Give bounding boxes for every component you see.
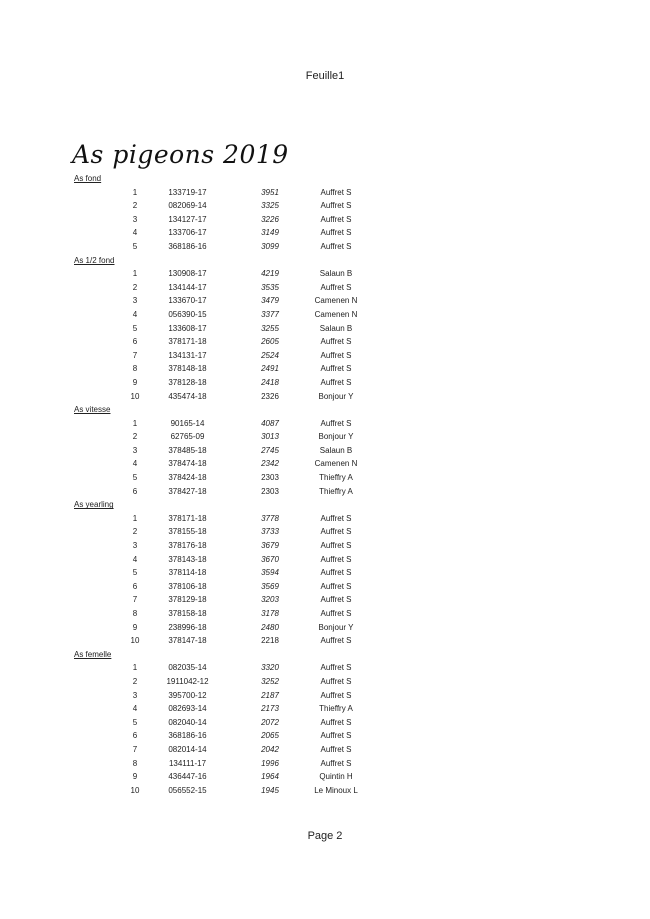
score-cell: 2065	[261, 731, 279, 741]
score-cell: 2342	[261, 459, 279, 469]
owner-cell: Camenen N	[314, 459, 358, 469]
table-row	[0, 308, 650, 322]
owner-cell: Auffret S	[320, 513, 352, 523]
ring-number-cell: 378128-18	[168, 377, 207, 387]
owner-cell: Auffret S	[320, 595, 352, 605]
ring-number-cell: 056390-15	[168, 309, 207, 319]
ring-number-cell: 134111-17	[168, 758, 207, 768]
rank-cell: 3	[132, 690, 138, 700]
owner-cell: Auffret S	[320, 609, 352, 618]
table-row	[0, 621, 650, 635]
table-row	[0, 199, 650, 213]
table-row	[0, 294, 650, 308]
owner-cell: Auffret S	[320, 418, 352, 428]
rank-cell: 5	[132, 241, 138, 251]
ring-number-cell: 133608-17	[168, 323, 207, 333]
section-label: As vitesse	[74, 405, 111, 415]
rank-cell: 4	[132, 228, 138, 238]
table-row	[0, 566, 650, 580]
rank-cell: 9	[132, 772, 138, 782]
owner-cell: Auffret S	[320, 554, 352, 564]
owner-cell: Auffret S	[320, 581, 352, 591]
ring-number-cell: 082693-14	[168, 704, 207, 714]
ring-number-cell: 378129-18	[168, 595, 207, 605]
owner-cell: Auffret S	[320, 758, 352, 768]
owner-cell: Auffret S	[320, 663, 352, 673]
score-cell: 2303	[261, 473, 279, 483]
owner-cell: Auffret S	[320, 282, 352, 292]
owner-cell: Bonjour Y	[318, 391, 354, 401]
table-row	[0, 770, 650, 784]
rank-cell: 2	[132, 432, 138, 442]
owner-cell: Thieffry A	[319, 486, 353, 496]
score-cell: 3679	[261, 541, 279, 551]
owner-cell: Auffret S	[320, 337, 352, 347]
score-cell: 3951	[261, 187, 279, 197]
rank-cell: 7	[132, 744, 138, 754]
ring-number-cell: 378171-18	[168, 513, 207, 523]
results-table	[0, 172, 650, 797]
owner-cell: Quintin H	[319, 772, 353, 782]
table-row	[0, 525, 650, 539]
ring-number-cell: 368186-16	[168, 731, 207, 741]
score-cell: 2042	[261, 744, 279, 754]
rank-cell: 10	[130, 785, 140, 795]
owner-cell: Auffret S	[320, 350, 352, 360]
ring-number-cell: 435474-18	[168, 391, 207, 401]
rank-cell: 8	[132, 609, 138, 618]
owner-cell: Salaun B	[319, 445, 353, 455]
score-cell: 2173	[261, 704, 279, 714]
table-row	[0, 457, 650, 471]
table-row	[0, 607, 650, 621]
ring-number-cell: 134131-17	[168, 350, 207, 360]
ring-number-cell: 134144-17	[168, 282, 207, 292]
section-label: As 1/2 fond	[74, 255, 115, 265]
ring-number-cell: 133670-17	[168, 296, 207, 306]
score-cell: 3535	[261, 282, 279, 292]
score-cell: 2745	[261, 445, 279, 455]
ring-number-cell: 90165-14	[170, 418, 205, 428]
page-number: Page 2	[307, 830, 343, 842]
ring-number-cell: 378424-18	[168, 473, 207, 483]
score-cell: 2480	[261, 622, 279, 632]
score-cell: 2187	[261, 690, 279, 700]
rank-cell: 1	[132, 269, 138, 279]
owner-cell: Thieffry A	[319, 704, 353, 714]
score-cell: 3569	[261, 581, 279, 591]
score-cell: 2072	[261, 717, 279, 727]
owner-cell: Auffret S	[320, 201, 352, 211]
score-cell: 2524	[261, 350, 279, 360]
owner-cell: Auffret S	[320, 228, 352, 238]
ring-number-cell: 378148-18	[168, 364, 207, 374]
score-cell: 2418	[261, 377, 279, 387]
score-cell: 3203	[261, 595, 279, 605]
owner-cell: Auffret S	[320, 214, 352, 224]
ring-number-cell: 056552-15	[168, 785, 207, 795]
ring-number-cell: 378171-18	[168, 337, 207, 347]
owner-cell: Camenen N	[314, 309, 358, 319]
table-row	[0, 267, 650, 281]
rank-cell: 7	[132, 595, 138, 605]
table-row	[0, 240, 650, 254]
rank-cell: 10	[130, 391, 140, 401]
score-cell: 2605	[261, 337, 279, 347]
section-label: As yearling	[74, 500, 114, 510]
ring-number-cell: 082035-14	[168, 663, 207, 673]
owner-cell: Auffret S	[320, 241, 352, 251]
table-row	[0, 226, 650, 240]
ring-number-cell: 130908-17	[168, 269, 207, 279]
rank-cell: 1	[132, 418, 138, 428]
page-title: As pigeons 2019	[72, 140, 289, 169]
table-row	[0, 281, 650, 295]
ring-number-cell: 082069-14	[168, 201, 207, 211]
owner-cell: Le Minoux L	[314, 785, 358, 795]
ring-number-cell: 378474-18	[168, 459, 207, 469]
rank-cell: 5	[132, 568, 138, 578]
rank-cell: 5	[132, 717, 138, 727]
ring-number-cell: 378485-18	[168, 445, 207, 455]
rank-cell: 8	[132, 758, 138, 768]
table-row	[0, 322, 650, 336]
owner-cell: Auffret S	[320, 731, 352, 741]
score-cell: 4219	[261, 269, 279, 279]
table-row	[0, 444, 650, 458]
rank-cell: 5	[132, 473, 138, 483]
ring-number-cell: 368186-16	[168, 241, 207, 251]
score-cell: 3178	[261, 609, 279, 618]
table-row	[0, 689, 650, 703]
score-cell: 3325	[261, 201, 279, 211]
score-cell: 2491	[261, 364, 279, 374]
owner-cell: Salaun B	[319, 269, 353, 279]
score-cell: 4087	[261, 418, 279, 428]
table-row	[0, 784, 650, 798]
table-row	[0, 716, 650, 730]
rank-cell: 4	[132, 554, 138, 564]
owner-cell: Auffret S	[320, 676, 352, 686]
score-cell: 1945	[261, 785, 279, 795]
score-cell: 3099	[261, 241, 279, 251]
table-row	[0, 335, 650, 349]
owner-cell: Salaun B	[319, 323, 353, 333]
rank-cell: 2	[132, 201, 138, 211]
table-row	[0, 743, 650, 757]
score-cell: 3594	[261, 568, 279, 578]
rank-cell: 6	[132, 731, 138, 741]
table-row	[0, 634, 650, 648]
ring-number-cell: 378147-18	[168, 636, 207, 646]
rank-cell: 7	[132, 350, 138, 360]
table-row	[0, 580, 650, 594]
score-cell: 3733	[261, 527, 279, 537]
score-cell: 3226	[261, 214, 279, 224]
table-row	[0, 553, 650, 567]
owner-cell: Auffret S	[320, 717, 352, 727]
rank-cell: 4	[132, 309, 138, 319]
table-row	[0, 417, 650, 431]
score-cell: 3149	[261, 228, 279, 238]
owner-cell: Auffret S	[320, 187, 352, 197]
score-cell: 3320	[261, 663, 279, 673]
table-row	[0, 362, 650, 376]
ring-number-cell: 378155-18	[168, 527, 207, 537]
score-cell: 3013	[261, 432, 279, 442]
table-row	[0, 390, 650, 404]
table-row	[0, 729, 650, 743]
score-cell: 2218	[261, 636, 279, 646]
rank-cell: 3	[132, 541, 138, 551]
owner-cell: Auffret S	[320, 636, 352, 646]
owner-cell: Camenen N	[314, 296, 358, 306]
score-cell: 2326	[261, 391, 279, 401]
table-row	[0, 661, 650, 675]
ring-number-cell: 378158-18	[168, 609, 207, 618]
rank-cell: 4	[132, 704, 138, 714]
section-label: As femelle	[74, 649, 112, 659]
owner-cell: Bonjour Y	[318, 622, 354, 632]
rank-cell: 6	[132, 581, 138, 591]
ring-number-cell: 436447-16	[168, 772, 207, 782]
score-cell: 3778	[261, 513, 279, 523]
ring-number-cell: 133719-17	[168, 187, 207, 197]
owner-cell: Thieffry A	[319, 473, 353, 483]
rank-cell: 1	[132, 663, 138, 673]
ring-number-cell: 378114-18	[168, 568, 207, 578]
ring-number-cell: 082014-14	[168, 744, 207, 754]
table-row	[0, 213, 650, 227]
table-row	[0, 539, 650, 553]
rank-cell: 1	[132, 187, 138, 197]
owner-cell: Auffret S	[320, 541, 352, 551]
rank-cell: 10	[130, 636, 140, 646]
table-row	[0, 485, 650, 499]
table-row	[0, 349, 650, 363]
section-label: As fond	[74, 174, 102, 183]
rank-cell: 2	[132, 676, 138, 686]
ring-number-cell: 378427-18	[168, 486, 207, 496]
owner-cell: Auffret S	[320, 568, 352, 578]
rank-cell: 6	[132, 337, 138, 347]
owner-cell: Bonjour Y	[318, 432, 354, 442]
ring-number-cell: 378143-18	[168, 554, 207, 564]
ring-number-cell: 395700-12	[168, 690, 207, 700]
owner-cell: Auffret S	[320, 744, 352, 754]
rank-cell: 3	[132, 214, 138, 224]
ring-number-cell: 62765-09	[170, 432, 205, 442]
score-cell: 1964	[261, 772, 279, 782]
score-cell: 3252	[261, 676, 279, 686]
rank-cell: 1	[132, 513, 138, 523]
rank-cell: 3	[132, 296, 138, 306]
rank-cell: 9	[132, 377, 138, 387]
ring-number-cell: 134127-17	[168, 214, 207, 224]
score-cell: 3377	[261, 309, 279, 319]
table-row	[0, 186, 650, 200]
rank-cell: 9	[132, 622, 138, 632]
rank-cell: 5	[132, 323, 138, 333]
score-cell: 3255	[261, 323, 279, 333]
score-cell: 3479	[261, 296, 279, 306]
ring-number-cell: 133706-17	[168, 228, 207, 238]
score-cell: 1996	[261, 758, 279, 768]
table-row	[0, 675, 650, 689]
rank-cell: 6	[132, 486, 138, 496]
rank-cell: 2	[132, 282, 138, 292]
owner-cell: Auffret S	[320, 690, 352, 700]
table-row	[0, 471, 650, 485]
table-row	[0, 702, 650, 716]
rank-cell: 3	[132, 445, 138, 455]
rank-cell: 4	[132, 459, 138, 469]
table-row	[0, 512, 650, 526]
table-row	[0, 757, 650, 771]
table-row	[0, 593, 650, 607]
ring-number-cell: 238996-18	[168, 622, 207, 632]
rank-cell: 2	[132, 527, 138, 537]
rank-cell: 8	[132, 364, 138, 374]
owner-cell: Auffret S	[320, 364, 352, 374]
table-row	[0, 376, 650, 390]
ring-number-cell: 378106-18	[168, 581, 207, 591]
score-cell: 2303	[261, 486, 279, 496]
score-cell: 3670	[261, 554, 279, 564]
ring-number-cell: 082040-14	[168, 717, 207, 727]
ring-number-cell: 1911042-12	[166, 676, 209, 686]
sheet-header: Feuille1	[305, 70, 345, 82]
owner-cell: Auffret S	[320, 527, 352, 537]
ring-number-cell: 378176-18	[168, 541, 207, 551]
owner-cell: Auffret S	[320, 377, 352, 387]
table-row	[0, 430, 650, 444]
